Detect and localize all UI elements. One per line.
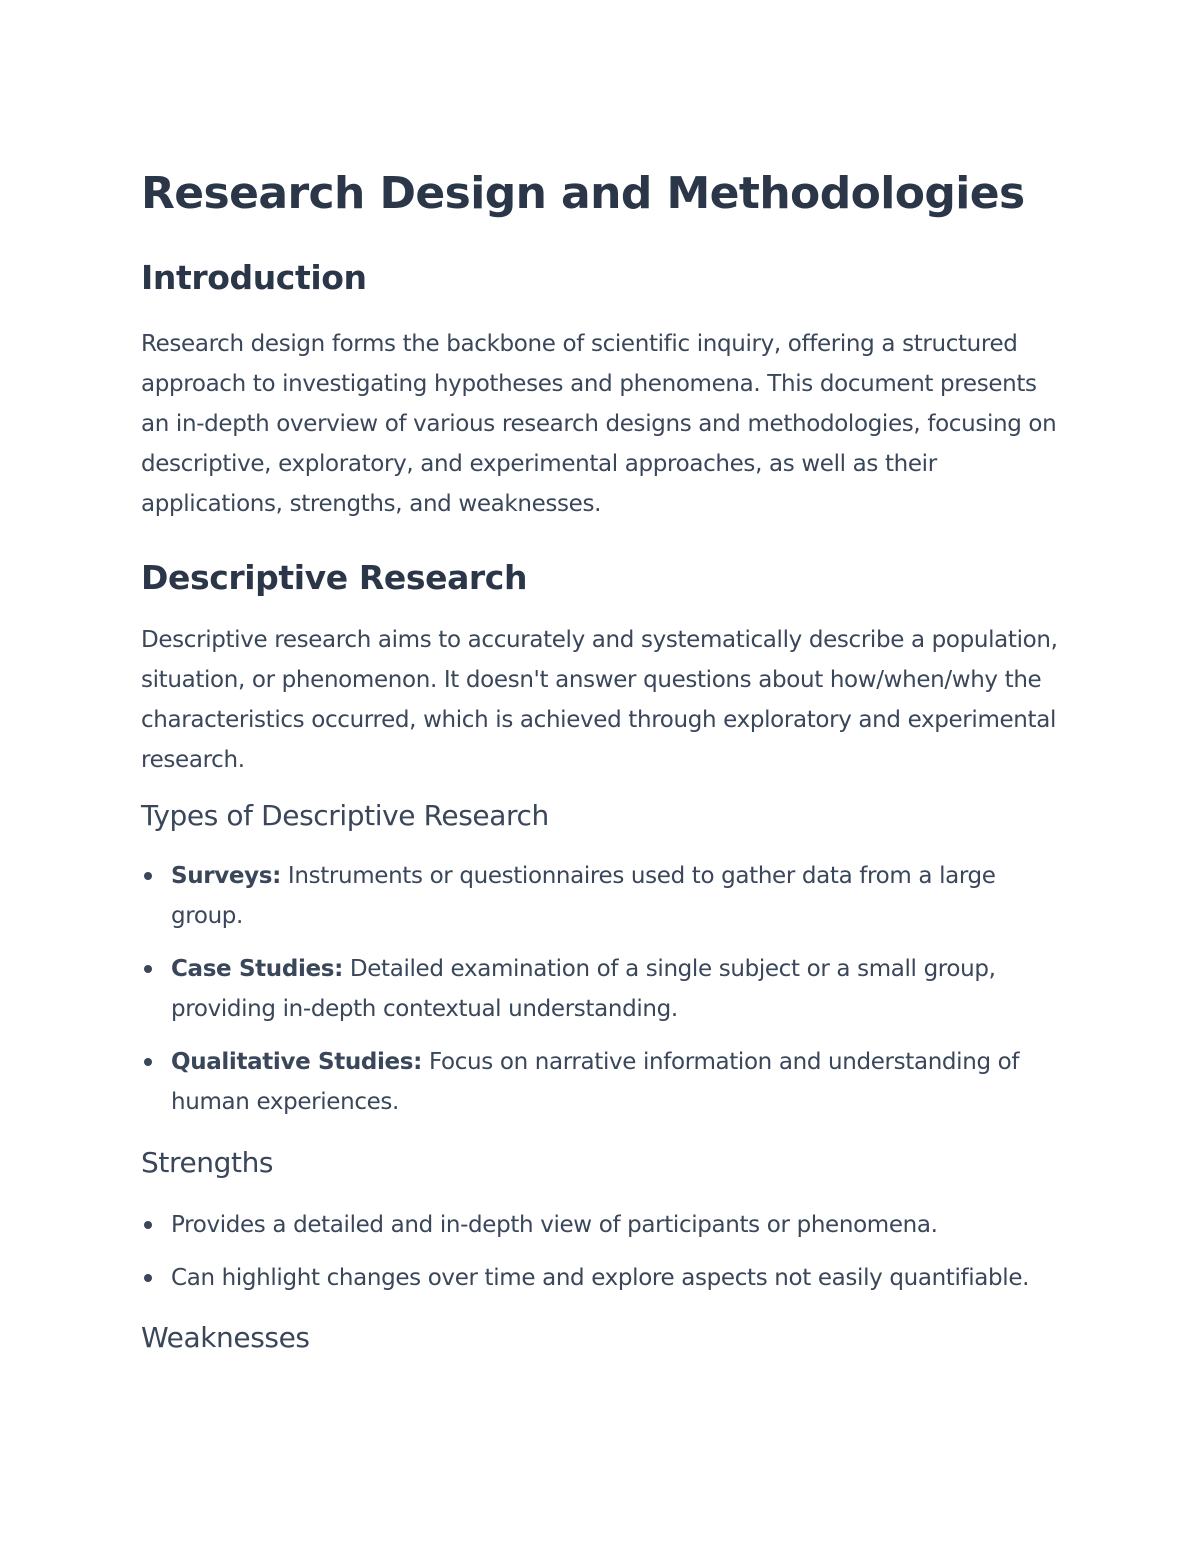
document-title: Research Design and Methodologies <box>141 168 1025 219</box>
list-item-term: Qualitative Studies: <box>171 1049 422 1075</box>
introduction-paragraph: Research design forms the backbone of scientific inquiry, offering a structured approach to investigating hypotheses and phenomena. This document presents an in-depth overview of various research designs and methodologies, focusing on descriptive, exploratory, and experimental approaches, as well as their applications, strengths, and weaknesses. <box>141 331 1057 517</box>
strengths-heading: Strengths <box>141 1146 274 1179</box>
bullet-icon <box>144 1274 152 1282</box>
list-item-text: Can highlight changes over time and explore aspects not easily quantifiable. <box>171 1265 1030 1291</box>
list-item-text: Focus on narrative information and understanding of human experiences. <box>171 1049 1020 1115</box>
list-item <box>141 1042 1061 1122</box>
bullet-icon <box>144 1058 152 1066</box>
strengths-list <box>141 1205 1061 1298</box>
list-item-text: Detailed examination of a single subject or a small group, providing in-depth contextual understanding. <box>171 956 996 1022</box>
list-item-text: Instruments or questionnaires used to gather data from a large group. <box>171 863 996 929</box>
list-item <box>141 949 1061 1029</box>
list-item-term: Surveys: <box>171 863 281 889</box>
types-heading: Types of Descriptive Research <box>141 799 549 832</box>
descriptive-research-paragraph: Descriptive research aims to accurately and systematically describe a population, situation, or phenomenon. It doesn't answer questions about how/when/why the characteristics occurred, which is achieved through exploratory and experimental research. <box>141 627 1058 773</box>
list-item <box>141 1205 1061 1245</box>
bullet-icon <box>144 965 152 973</box>
weaknesses-heading: Weaknesses <box>141 1321 310 1354</box>
list-item-text: Provides a detailed and in-depth view of participants or phenomena. <box>171 1212 938 1238</box>
bullet-icon <box>144 872 152 880</box>
bullet-icon <box>144 1221 152 1229</box>
list-item <box>141 1258 1061 1298</box>
list-item-term: Case Studies: <box>171 956 343 982</box>
document-page <box>141 164 1061 1358</box>
list-item <box>141 856 1061 936</box>
introduction-heading: Introduction <box>141 258 367 297</box>
types-list <box>141 856 1061 1122</box>
descriptive-research-heading: Descriptive Research <box>141 558 528 597</box>
